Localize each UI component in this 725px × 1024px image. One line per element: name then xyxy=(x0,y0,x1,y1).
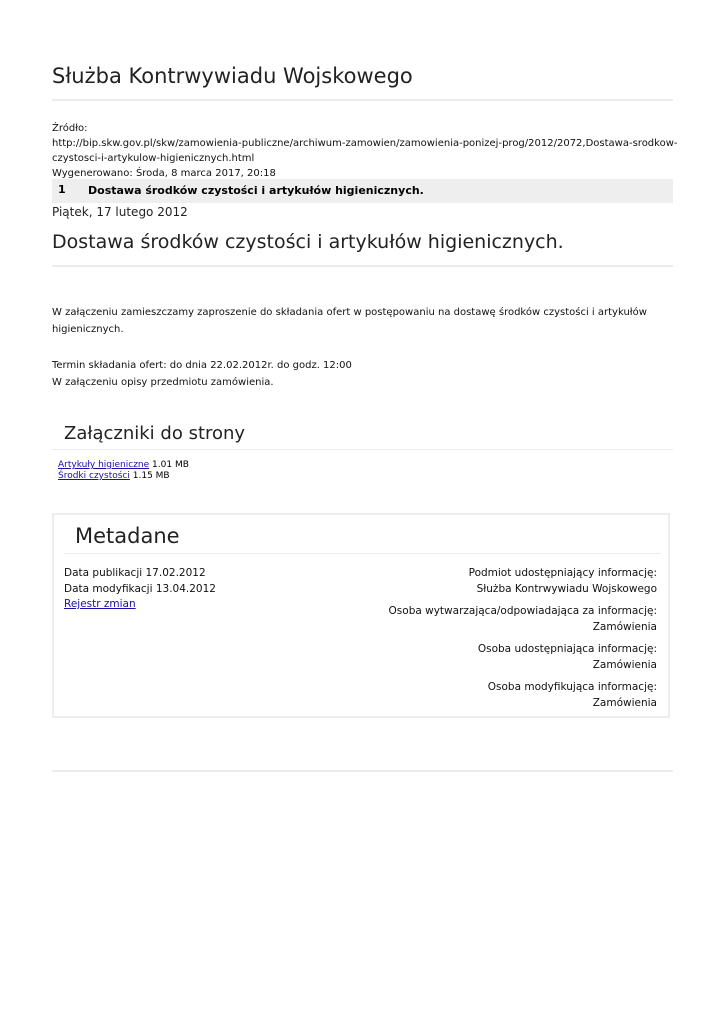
metadata-box xyxy=(52,513,670,718)
article-title: Dostawa środków czystości i artykułów higienicznych. xyxy=(52,231,564,253)
changelog-link[interactable]: Rejestr zmian xyxy=(64,598,136,610)
publication-date: Data publikacji 17.02.2012 xyxy=(64,567,206,579)
divider xyxy=(52,770,673,772)
divider xyxy=(52,449,673,450)
metadata-value: Zamówienia xyxy=(592,696,657,709)
metadata-label: Osoba udostępniająca informację: xyxy=(477,643,657,655)
attachment-link[interactable]: Artykuły higieniczne xyxy=(58,460,150,470)
source-label: Źródło: xyxy=(52,123,88,134)
site-title: Służba Kontrwywiadu Wojskowego xyxy=(52,64,413,88)
article-date: Piątek, 17 lutego 2012 xyxy=(52,205,188,219)
attachment-link[interactable]: Środki czystości xyxy=(58,471,130,481)
metadata-entry xyxy=(389,604,657,635)
source-url-line1: http://bip.skw.gov.pl/skw/zamowienia-publiczne/archiwum-zamowien/zamowienia-ponizej-prog/2012/2072,Dostawa-srodkow- xyxy=(52,138,678,149)
source-url-line2: czystosci-i-artykulow-higienicznych.html xyxy=(52,153,255,164)
toc-number: 1 xyxy=(58,183,66,196)
attachment-size: 1.01 MB xyxy=(152,460,189,470)
attachment-item xyxy=(58,471,189,482)
source-block xyxy=(52,121,678,181)
modification-date: Data modyfikacji 13.04.2012 xyxy=(64,582,216,595)
divider xyxy=(52,99,673,101)
divider xyxy=(64,553,661,554)
metadata-entry xyxy=(389,680,657,711)
toc-bar xyxy=(52,179,673,203)
metadata-value: Służba Kontrwywiadu Wojskowego xyxy=(476,582,657,595)
article-body xyxy=(52,304,662,391)
deadline-text: Termin składania ofert: do dnia 22.02.2012r. do godz. 12:00 xyxy=(52,360,352,371)
metadata-dates xyxy=(64,566,216,613)
toc-title: Dostawa środków czystości i artykułów higienicznych. xyxy=(88,184,424,197)
metadata-entries xyxy=(389,566,657,718)
metadata-entry xyxy=(389,642,657,673)
article-paragraph: W załączeniu opisy przedmiotu zamówienia. xyxy=(52,377,274,388)
metadata-label: Osoba modyfikująca informację: xyxy=(487,681,657,693)
metadata-label: Osoba wytwarzająca/odpowiadająca za informację: xyxy=(388,605,657,617)
metadata-entry xyxy=(389,566,657,597)
metadata-title: Metadane xyxy=(75,524,180,548)
attachment-size: 1.15 MB xyxy=(132,471,170,481)
divider xyxy=(52,265,673,267)
attachments-list xyxy=(58,460,189,482)
generated-date: Wygenerowano: Środa, 8 marca 2017, 20:18 xyxy=(52,168,276,179)
metadata-value: Zamówienia xyxy=(592,658,657,671)
article-paragraph: W załączeniu zamieszczamy zaproszenie do składania ofert w postępowaniu na dostawę środków czystości i artykułów higienicznych. xyxy=(52,307,647,335)
metadata-value: Zamówienia xyxy=(592,620,657,633)
attachments-title: Załączniki do strony xyxy=(64,423,246,444)
attachment-item xyxy=(58,460,189,471)
metadata-label: Podmiot udostępniający informację: xyxy=(468,567,657,579)
